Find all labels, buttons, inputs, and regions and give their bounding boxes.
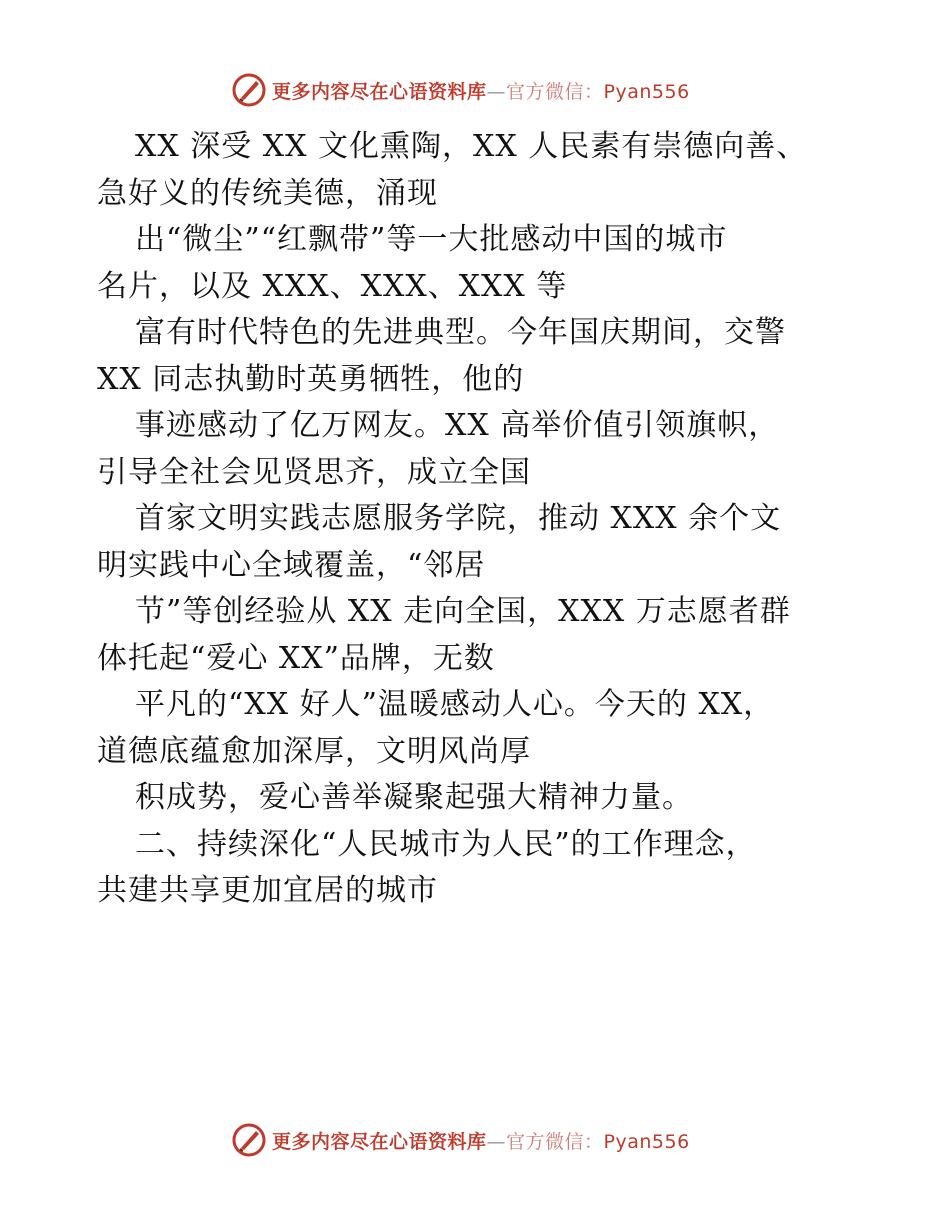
footer-sub: 官方微信： (506, 1130, 604, 1153)
header-brand: 更多内容尽在心语资料库 (272, 80, 487, 103)
footer-brand: 更多内容尽在心语资料库 (272, 1130, 487, 1153)
quill-logo-icon (232, 73, 266, 107)
body-line: 出“微尘”“红飘带”等一大批感动中国的城市 (135, 222, 728, 257)
header-separator: — (486, 80, 507, 103)
body-line: 平凡的“XX 好人”温暖感动人心。今天的 XX， (135, 687, 775, 722)
footer-separator: — (486, 1130, 507, 1153)
body-line: 体托起“爱心 XX”品牌，无数 (97, 640, 495, 676)
header-banner (232, 70, 690, 110)
section-heading-line: 二、持续深化“人民城市为人民”的工作理念， (135, 826, 757, 862)
body-line: XX 同志执勤时英勇牺牲，他的 (97, 361, 525, 397)
body-line: 引导全社会见贤思齐，成立全国 (97, 454, 531, 490)
footer-banner (232, 1120, 690, 1160)
body-line: 急好义的传统美德，涌现 (97, 175, 438, 211)
body-line: XX 深受 XX 文化熏陶，XX 人民素有崇德向善、 (135, 129, 808, 164)
footer-banner-text (272, 1127, 690, 1154)
section-heading-line: 共建共享更加宜居的城市 (97, 873, 438, 908)
footer-wechat-id: Pyan556 (603, 1130, 690, 1153)
body-line: 明实践中心全域覆盖，“邻居 (97, 547, 486, 583)
header-wechat-id: Pyan556 (603, 80, 690, 103)
document-body (97, 124, 877, 915)
body-line: 节”等创经验从 XX 走向全国，XXX 万志愿者群 (135, 594, 791, 629)
quill-logo-icon (232, 1123, 266, 1157)
body-line: 富有时代特色的先进典型。今年国庆期间，交警 (135, 315, 786, 350)
header-banner-text (272, 77, 690, 104)
body-line: 首家文明实践志愿服务学院，推动 XXX 余个文 (135, 501, 782, 536)
header-sub: 官方微信： (506, 80, 604, 103)
body-line: 名片，以及 XXX、XXX、XXX 等 (97, 268, 568, 304)
body-line: 积成势，爱心善举凝聚起强大精神力量。 (135, 780, 693, 815)
body-line: 道德底蕴愈加深厚，文明风尚厚 (97, 733, 531, 769)
body-line: 事迹感动了亿万网友。XX 高举价值引领旗帜， (135, 408, 780, 443)
